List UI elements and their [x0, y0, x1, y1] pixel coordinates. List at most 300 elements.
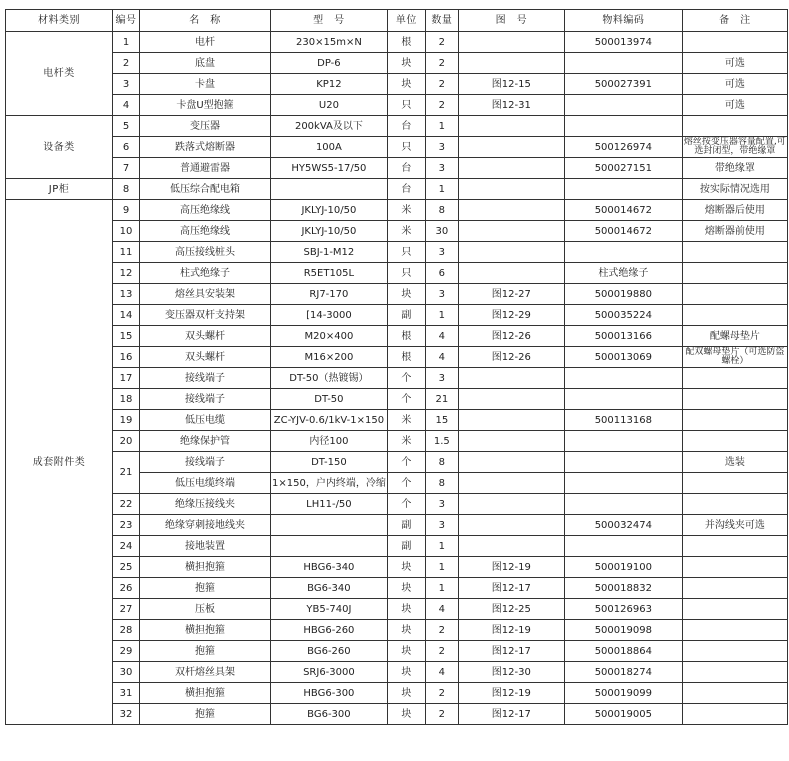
item-no: 11	[113, 242, 140, 263]
item-note	[682, 242, 787, 263]
item-note: 并沟线夹可选	[682, 515, 787, 536]
item-unit: 块	[387, 620, 425, 641]
item-drawing	[458, 221, 564, 242]
item-note	[682, 494, 787, 515]
item-unit: 块	[387, 683, 425, 704]
table-row	[6, 242, 788, 263]
item-unit: 个	[387, 473, 425, 494]
item-note: 可选	[682, 74, 787, 95]
item-model: M16×200	[271, 347, 388, 368]
item-note: 熔断器后使用	[682, 200, 787, 221]
item-unit: 根	[387, 347, 425, 368]
item-model: JKLYJ-10/50	[271, 221, 388, 242]
item-model: ZC-YJV-0.6/1kV-1×150	[271, 410, 388, 431]
item-note	[682, 116, 787, 137]
item-qty: 3	[425, 284, 458, 305]
item-qty: 3	[425, 515, 458, 536]
item-drawing: 图12-19	[458, 620, 564, 641]
item-code: 500019005	[564, 704, 682, 725]
item-no: 16	[113, 347, 140, 368]
header-qty: 数量	[425, 10, 458, 32]
item-unit: 个	[387, 368, 425, 389]
item-unit: 块	[387, 284, 425, 305]
item-model: 内径100	[271, 431, 388, 452]
table-row	[6, 158, 788, 179]
item-drawing	[458, 200, 564, 221]
item-no: 22	[113, 494, 140, 515]
item-drawing: 图12-25	[458, 599, 564, 620]
item-qty: 30	[425, 221, 458, 242]
item-name: 双头螺杆	[140, 347, 271, 368]
item-name: 横担抱箍	[140, 683, 271, 704]
item-no: 6	[113, 137, 140, 158]
item-note	[682, 305, 787, 326]
category-cell: JP柜	[6, 179, 113, 200]
item-no: 32	[113, 704, 140, 725]
item-name: 绝缘保护管	[140, 431, 271, 452]
item-name: 高压绝缘线	[140, 221, 271, 242]
item-code: 500014672	[564, 200, 682, 221]
item-name: 跌落式熔断器	[140, 137, 271, 158]
item-qty: 1	[425, 557, 458, 578]
item-no: 18	[113, 389, 140, 410]
item-unit: 米	[387, 410, 425, 431]
item-name: 接地装置	[140, 536, 271, 557]
table-row	[6, 494, 788, 515]
item-no: 24	[113, 536, 140, 557]
item-no: 31	[113, 683, 140, 704]
item-code: 500013069	[564, 347, 682, 368]
table-row	[6, 452, 788, 473]
table-row	[6, 368, 788, 389]
item-note	[682, 410, 787, 431]
item-no: 15	[113, 326, 140, 347]
item-model: DT-50	[271, 389, 388, 410]
item-model: R5ET105L	[271, 263, 388, 284]
item-model: RJ7-170	[271, 284, 388, 305]
item-unit: 台	[387, 179, 425, 200]
item-no: 5	[113, 116, 140, 137]
item-note: 可选	[682, 95, 787, 116]
item-qty: 2	[425, 620, 458, 641]
item-unit: 根	[387, 32, 425, 53]
table-row	[6, 620, 788, 641]
item-drawing: 图12-27	[458, 284, 564, 305]
table-row	[6, 515, 788, 536]
table-row	[6, 221, 788, 242]
item-model: BG6-260	[271, 641, 388, 662]
item-qty: 1	[425, 179, 458, 200]
table-row	[6, 683, 788, 704]
item-name: 双头螺杆	[140, 326, 271, 347]
item-model: SRJ6-3000	[271, 662, 388, 683]
item-model: JKLYJ-10/50	[271, 200, 388, 221]
item-code	[564, 242, 682, 263]
item-no: 23	[113, 515, 140, 536]
table-row	[6, 557, 788, 578]
item-name: 横担抱箍	[140, 557, 271, 578]
item-name: 柱式绝缘子	[140, 263, 271, 284]
item-drawing	[458, 179, 564, 200]
item-unit: 块	[387, 74, 425, 95]
item-code: 500018864	[564, 641, 682, 662]
item-unit: 只	[387, 137, 425, 158]
item-note	[682, 32, 787, 53]
item-model	[271, 536, 388, 557]
item-qty: 3	[425, 158, 458, 179]
item-name: 压板	[140, 599, 271, 620]
item-qty: 1	[425, 305, 458, 326]
item-note	[682, 704, 787, 725]
item-no: 7	[113, 158, 140, 179]
item-model: [14-3000	[271, 305, 388, 326]
item-model: M20×400	[271, 326, 388, 347]
item-model: YB5-740J	[271, 599, 388, 620]
item-no: 2	[113, 53, 140, 74]
item-name: 接线端子	[140, 389, 271, 410]
item-unit: 根	[387, 326, 425, 347]
item-model: DP-6	[271, 53, 388, 74]
item-drawing	[458, 410, 564, 431]
item-drawing: 图12-29	[458, 305, 564, 326]
table-row	[6, 200, 788, 221]
item-drawing	[458, 158, 564, 179]
item-qty: 2	[425, 641, 458, 662]
item-unit: 只	[387, 242, 425, 263]
item-code	[564, 452, 682, 473]
item-qty: 1	[425, 578, 458, 599]
item-unit: 副	[387, 305, 425, 326]
item-drawing: 图12-30	[458, 662, 564, 683]
item-unit: 块	[387, 641, 425, 662]
item-code: 500013974	[564, 32, 682, 53]
category-cell: 电杆类	[6, 32, 113, 116]
item-note	[682, 620, 787, 641]
item-code: 500019880	[564, 284, 682, 305]
category-cell: 成套附件类	[6, 200, 113, 725]
item-note	[682, 683, 787, 704]
table-row	[6, 74, 788, 95]
item-no: 14	[113, 305, 140, 326]
item-name: 底盘	[140, 53, 271, 74]
item-model: 100A	[271, 137, 388, 158]
item-unit: 米	[387, 431, 425, 452]
item-code: 500013166	[564, 326, 682, 347]
item-name: 熔丝具安装架	[140, 284, 271, 305]
header-code: 物料编码	[564, 10, 682, 32]
item-model: DT-150	[271, 452, 388, 473]
table-row	[6, 389, 788, 410]
item-qty: 15	[425, 410, 458, 431]
item-drawing: 图12-17	[458, 641, 564, 662]
item-drawing: 图12-31	[458, 95, 564, 116]
header-drawing: 图 号	[458, 10, 564, 32]
item-unit: 个	[387, 494, 425, 515]
item-model: 230×15m×N	[271, 32, 388, 53]
item-drawing: 图12-19	[458, 557, 564, 578]
table-body	[6, 32, 788, 725]
item-code: 500126963	[564, 599, 682, 620]
item-name: 抱箍	[140, 704, 271, 725]
item-model: HY5WS5-17/50	[271, 158, 388, 179]
header-row	[6, 10, 788, 32]
item-drawing	[458, 53, 564, 74]
item-model	[271, 515, 388, 536]
item-qty: 3	[425, 242, 458, 263]
table-row	[6, 347, 788, 368]
item-no: 17	[113, 368, 140, 389]
table-row	[6, 536, 788, 557]
table-row	[6, 53, 788, 74]
item-code: 柱式绝缘子	[564, 263, 682, 284]
item-drawing	[458, 431, 564, 452]
item-model: KP12	[271, 74, 388, 95]
item-no: 20	[113, 431, 140, 452]
header-model: 型 号	[271, 10, 388, 32]
item-code: 500027151	[564, 158, 682, 179]
item-qty: 1	[425, 116, 458, 137]
item-drawing: 图12-17	[458, 704, 564, 725]
item-unit: 米	[387, 200, 425, 221]
item-qty: 2	[425, 95, 458, 116]
item-qty: 3	[425, 137, 458, 158]
item-no: 4	[113, 95, 140, 116]
table-row	[6, 662, 788, 683]
item-no: 12	[113, 263, 140, 284]
item-code: 500113168	[564, 410, 682, 431]
item-note	[682, 578, 787, 599]
item-no: 21	[113, 452, 140, 494]
item-code: 500019099	[564, 683, 682, 704]
item-qty: 4	[425, 347, 458, 368]
item-code	[564, 389, 682, 410]
table-row	[6, 326, 788, 347]
item-note: 熔断器前使用	[682, 221, 787, 242]
item-model: HBG6-300	[271, 683, 388, 704]
item-qty: 2	[425, 74, 458, 95]
item-name: 绝缘穿刺接地线夹	[140, 515, 271, 536]
item-note	[682, 284, 787, 305]
item-drawing	[458, 452, 564, 473]
item-drawing	[458, 116, 564, 137]
header-note: 备 注	[682, 10, 787, 32]
item-no: 10	[113, 221, 140, 242]
table-row	[6, 410, 788, 431]
item-unit: 只	[387, 263, 425, 284]
table-row	[6, 641, 788, 662]
item-name: 抱箍	[140, 641, 271, 662]
item-no: 3	[113, 74, 140, 95]
item-code: 500018832	[564, 578, 682, 599]
item-code: 500019098	[564, 620, 682, 641]
item-no: 25	[113, 557, 140, 578]
table-row	[6, 704, 788, 725]
item-unit: 个	[387, 389, 425, 410]
item-name: 变压器双杆支持架	[140, 305, 271, 326]
item-name: 高压接线桩头	[140, 242, 271, 263]
header-name: 名 称	[140, 10, 271, 32]
item-drawing	[458, 389, 564, 410]
item-unit: 块	[387, 557, 425, 578]
item-no: 8	[113, 179, 140, 200]
item-no: 19	[113, 410, 140, 431]
item-drawing	[458, 242, 564, 263]
item-unit: 副	[387, 515, 425, 536]
item-drawing	[458, 515, 564, 536]
item-note: 按实际情况选用	[682, 179, 787, 200]
header-unit: 单位	[387, 10, 425, 32]
item-unit: 块	[387, 599, 425, 620]
item-unit: 块	[387, 53, 425, 74]
item-model: LH11-/50	[271, 494, 388, 515]
item-unit: 副	[387, 536, 425, 557]
item-code	[564, 494, 682, 515]
item-note: 熔丝按变压器容量配置,可选封闭型，带绝缘罩	[683, 137, 786, 156]
item-qty: 4	[425, 326, 458, 347]
item-no: 13	[113, 284, 140, 305]
item-unit: 台	[387, 116, 425, 137]
item-unit: 块	[387, 704, 425, 725]
item-drawing: 图12-26	[458, 347, 564, 368]
item-unit: 米	[387, 221, 425, 242]
item-no: 1	[113, 32, 140, 53]
table-row	[6, 137, 788, 158]
item-qty: 2	[425, 32, 458, 53]
table-row	[6, 284, 788, 305]
item-model: HBG6-340	[271, 557, 388, 578]
item-name: 接线端子	[140, 368, 271, 389]
item-no: 29	[113, 641, 140, 662]
item-note	[682, 431, 787, 452]
item-name: 横担抱箍	[140, 620, 271, 641]
item-note: 选装	[682, 452, 787, 473]
category-cell: 设备类	[6, 116, 113, 179]
table-row	[6, 179, 788, 200]
item-code: 500019100	[564, 557, 682, 578]
item-drawing: 图12-15	[458, 74, 564, 95]
item-qty: 8	[425, 200, 458, 221]
item-drawing	[458, 536, 564, 557]
item-note	[682, 536, 787, 557]
table-row	[6, 305, 788, 326]
item-unit: 个	[387, 452, 425, 473]
item-qty: 3	[425, 368, 458, 389]
item-note: 带绝缘罩	[682, 158, 787, 179]
item-model: HBG6-260	[271, 620, 388, 641]
item-code	[564, 95, 682, 116]
item-qty: 6	[425, 263, 458, 284]
item-note	[682, 368, 787, 389]
item-model: BG6-300	[271, 704, 388, 725]
item-no: 9	[113, 200, 140, 221]
item-drawing	[458, 137, 564, 158]
item-unit: 块	[387, 578, 425, 599]
item-code: 500035224	[564, 305, 682, 326]
item-name: 低压综合配电箱	[140, 179, 271, 200]
item-drawing: 图12-19	[458, 683, 564, 704]
item-drawing	[458, 32, 564, 53]
item-code: 500027391	[564, 74, 682, 95]
item-unit: 块	[387, 662, 425, 683]
item-name: 绝缘压接线夹	[140, 494, 271, 515]
item-name: 卡盘	[140, 74, 271, 95]
item-note: 可选	[682, 53, 787, 74]
item-drawing	[458, 473, 564, 494]
item-unit: 只	[387, 95, 425, 116]
item-qty: 2	[425, 53, 458, 74]
item-note: 配螺母垫片	[682, 326, 787, 347]
item-drawing	[458, 263, 564, 284]
item-unit: 台	[387, 158, 425, 179]
item-name: 高压绝缘线	[140, 200, 271, 221]
item-note: 配双螺母垫片（可选防盗螺栓）	[682, 347, 787, 368]
item-qty: 1.5	[425, 431, 458, 452]
item-model: 200kVA及以下	[271, 116, 388, 137]
table-row	[6, 431, 788, 452]
item-drawing: 图12-26	[458, 326, 564, 347]
item-name: 普通避雷器	[140, 158, 271, 179]
item-code	[564, 536, 682, 557]
item-name: 低压电缆终端	[140, 473, 271, 494]
item-name: 双杆熔丝具架	[140, 662, 271, 683]
header-no: 编号	[113, 10, 140, 32]
item-code: 500018274	[564, 662, 682, 683]
item-code: 500014672	[564, 221, 682, 242]
item-model	[271, 179, 388, 200]
item-qty: 2	[425, 704, 458, 725]
item-drawing	[458, 368, 564, 389]
header-category: 材料类别	[6, 10, 113, 32]
item-model: BG6-340	[271, 578, 388, 599]
item-name: 抱箍	[140, 578, 271, 599]
item-qty: 21	[425, 389, 458, 410]
table-row	[6, 95, 788, 116]
item-name: 低压电缆	[140, 410, 271, 431]
item-qty: 4	[425, 662, 458, 683]
item-qty: 8	[425, 452, 458, 473]
table-row	[6, 599, 788, 620]
item-name: 卡盘U型抱箍	[140, 95, 271, 116]
item-code	[564, 179, 682, 200]
item-code	[564, 368, 682, 389]
item-model: DT-50（热镀锡）	[271, 368, 388, 389]
table-row	[6, 32, 788, 53]
table-row	[6, 263, 788, 284]
item-code	[564, 53, 682, 74]
item-qty: 8	[425, 473, 458, 494]
item-note	[682, 389, 787, 410]
table-row	[6, 578, 788, 599]
item-name: 变压器	[140, 116, 271, 137]
item-qty: 4	[425, 599, 458, 620]
item-note	[682, 599, 787, 620]
item-qty: 1	[425, 536, 458, 557]
item-no: 27	[113, 599, 140, 620]
item-drawing: 图12-17	[458, 578, 564, 599]
item-qty: 3	[425, 494, 458, 515]
item-note	[682, 662, 787, 683]
item-model: SBJ-1-M12	[271, 242, 388, 263]
item-model: 1×150，户内终端，冷缩	[271, 473, 388, 494]
item-code: 500032474	[564, 515, 682, 536]
table-row	[6, 116, 788, 137]
item-no: 28	[113, 620, 140, 641]
item-model: U20	[271, 95, 388, 116]
item-code	[564, 431, 682, 452]
item-note	[682, 557, 787, 578]
item-no: 30	[113, 662, 140, 683]
item-note	[682, 641, 787, 662]
